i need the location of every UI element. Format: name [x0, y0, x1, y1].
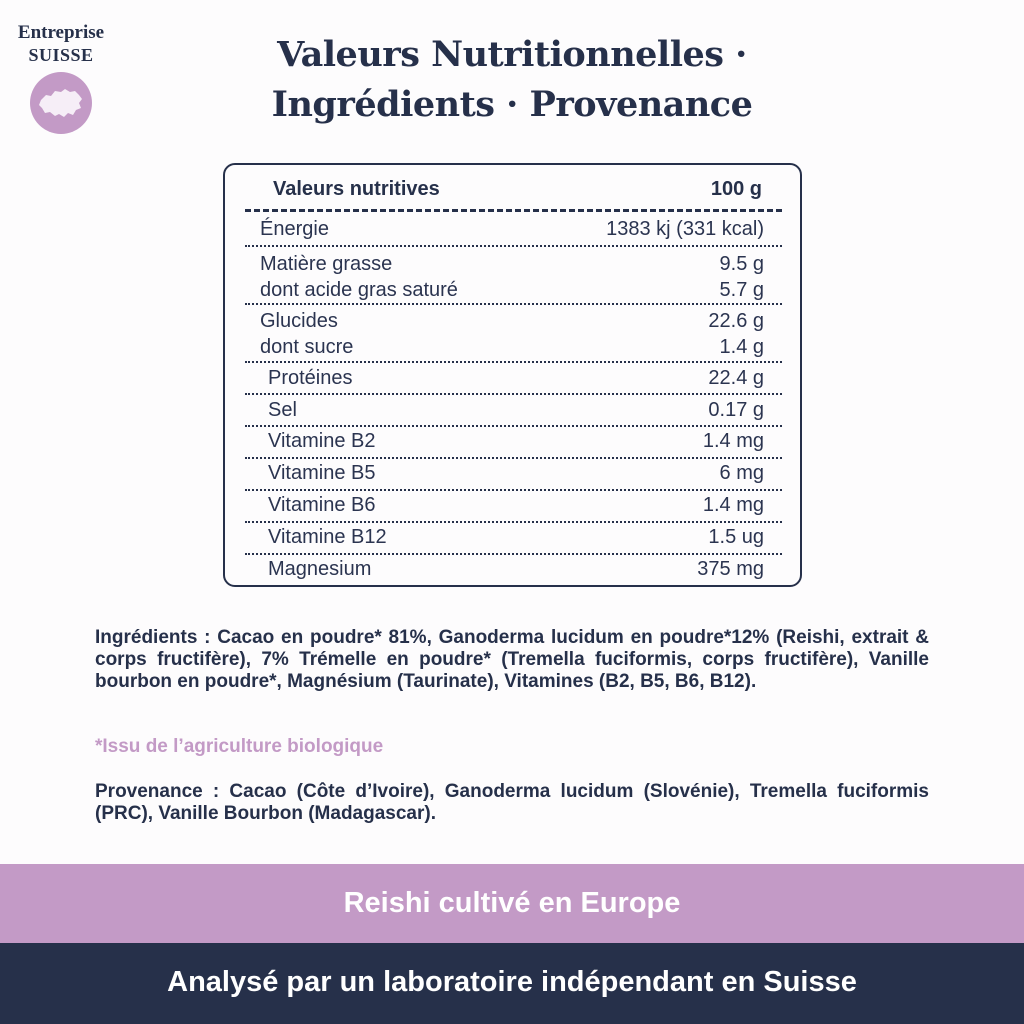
row-divider	[245, 489, 782, 491]
row-divider	[245, 361, 782, 363]
row-label: Glucides	[260, 310, 338, 332]
page-title	[160, 30, 864, 130]
row-divider	[245, 457, 782, 459]
ingredients-text: Ingrédients : Cacao en poudre* 81%, Ganoderma lucidum en poudre*12% (Reishi, extrait & corps fructifère), 7% Trémelle en poudre* (Tremella fuciformis, corps fructifère), Vanille bourbon en poudre*, Magnésium (Taurinate), Vitamines (B2, B5, B6, B12).	[95, 627, 929, 692]
row-value: 22.4 g	[708, 367, 764, 389]
row-label: Vitamine B2	[268, 430, 376, 452]
row-value: 375 mg	[697, 558, 764, 580]
provenance-text: Provenance : Cacao (Côte d’Ivoire), Ganoderma lucidum (Slovénie), Tremella fuciformis (PRC), Vanille Bourbon (Madagascar).	[95, 781, 929, 824]
row-label: Matière grasse	[260, 253, 393, 275]
entreprise-suisse-badge	[6, 22, 116, 134]
row-label: Sel	[268, 399, 297, 421]
row-divider	[245, 521, 782, 523]
row-value: 1.4 g	[719, 336, 764, 358]
row-label: Magnesium	[268, 558, 372, 580]
row-divider	[245, 303, 782, 305]
badge-line2: SUISSE	[28, 45, 94, 65]
row-divider	[245, 393, 782, 395]
title-line2: Ingrédients · Provenance	[271, 84, 753, 125]
row-value: 1.4 mg	[702, 494, 764, 516]
row-label: dont acide gras saturé	[260, 279, 458, 301]
nutrition-table-header	[225, 165, 800, 217]
row-value: 22.6 g	[708, 310, 764, 332]
row-value: 0.17 g	[708, 399, 764, 421]
row-value: 9.5 g	[719, 253, 764, 275]
row-value: 1383 kj (331 kcal)	[606, 218, 764, 240]
row-value: 5.7 g	[719, 279, 764, 301]
row-divider	[245, 553, 782, 555]
organic-note: *Issu de l’agriculture biologique	[95, 736, 384, 757]
header-divider	[245, 209, 782, 212]
reishi-europe-banner	[0, 864, 1024, 943]
row-label: Vitamine B12	[268, 526, 387, 548]
row-divider	[245, 425, 782, 427]
row-label: Énergie	[260, 218, 329, 240]
row-divider	[245, 245, 782, 247]
lab-analysis-text: Analysé par un laboratoire indépendant en Suisse	[167, 966, 857, 998]
row-label: Protéines	[268, 367, 353, 389]
row-label: dont sucre	[260, 336, 354, 358]
lab-analysis-banner	[0, 943, 1024, 1024]
switzerland-map-icon	[37, 86, 85, 120]
row-label: Vitamine B5	[268, 462, 376, 484]
header-label: Valeurs nutritives	[273, 178, 440, 200]
row-value: 1.5 ug	[708, 526, 764, 548]
row-value: 6 mg	[719, 462, 764, 484]
badge-line1: Entreprise	[17, 22, 105, 43]
row-label: Vitamine B6	[268, 494, 376, 516]
badge-circle	[30, 72, 92, 134]
row-value: 1.4 mg	[702, 430, 764, 452]
title-line1: Valeurs Nutritionnelles ·	[277, 34, 747, 75]
reishi-europe-text: Reishi cultivé en Europe	[343, 887, 681, 919]
header-value: 100 g	[710, 178, 762, 200]
nutrition-table	[223, 163, 802, 587]
